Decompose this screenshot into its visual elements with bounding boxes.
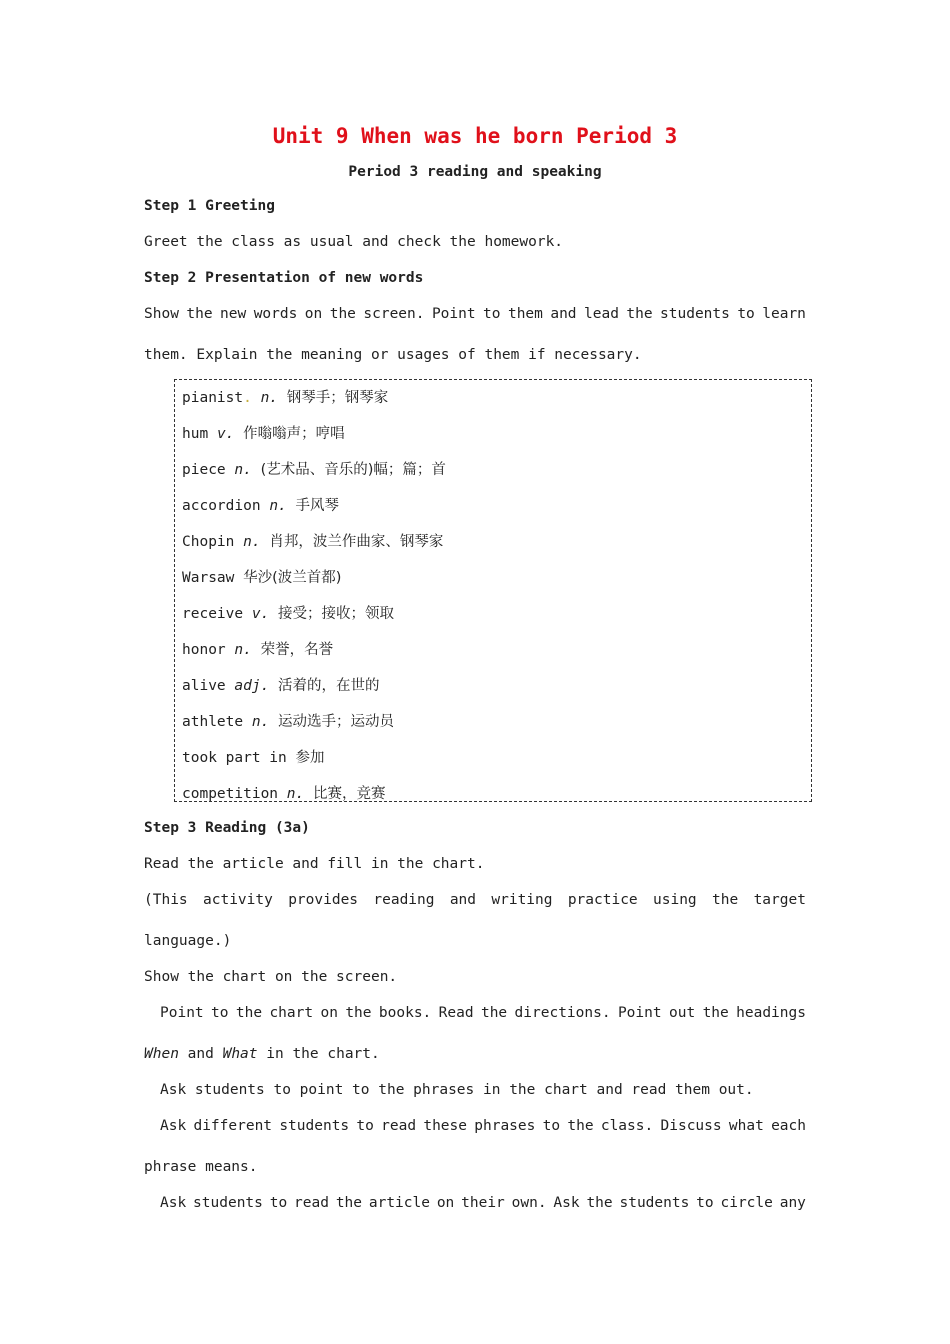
step3-point-line1 bbox=[160, 1005, 806, 1021]
word: any bbox=[779, 1195, 806, 1211]
word: students bbox=[193, 1195, 263, 1211]
word: to bbox=[737, 306, 755, 322]
vocab-word: athlete bbox=[182, 714, 244, 730]
word: using bbox=[653, 892, 697, 908]
word: Point bbox=[617, 1005, 662, 1021]
word: new bbox=[220, 306, 247, 322]
vocab-definition: 比赛，竞赛 bbox=[312, 786, 386, 802]
word: and bbox=[550, 306, 577, 322]
vocab-definition: 参加 bbox=[295, 750, 325, 766]
step3-line1: Read the article and fill in the chart. bbox=[144, 856, 485, 872]
heading-when: When bbox=[144, 1046, 179, 1062]
step3-ask1: Ask students to point to the phrases in the chart and read them out. bbox=[160, 1082, 754, 1098]
vocab-pos: n. bbox=[269, 498, 287, 514]
step1-text: Greet the class as usual and check the homework. bbox=[144, 234, 564, 250]
heading-what: What bbox=[222, 1046, 258, 1062]
word: what bbox=[728, 1118, 764, 1134]
vocab-word: accordion bbox=[182, 498, 261, 514]
word: students bbox=[619, 1195, 690, 1211]
vocab-definition: 荣誉，名誉 bbox=[260, 642, 334, 658]
word: the bbox=[345, 1005, 372, 1021]
word: circle bbox=[720, 1195, 773, 1211]
vocab-definition: (艺术品、音乐的)幅；篇；首 bbox=[260, 462, 446, 478]
vocab-definition: 手风琴 bbox=[295, 498, 340, 514]
word: practice bbox=[567, 892, 638, 908]
word: headings bbox=[736, 1005, 806, 1021]
vocab-definition: 作嗡嗡声；哼唱 bbox=[243, 426, 345, 442]
word: directions. bbox=[514, 1005, 611, 1021]
word: article bbox=[368, 1195, 430, 1211]
word: read bbox=[381, 1118, 417, 1134]
vocab-definition: 运动选手；运动员 bbox=[278, 714, 395, 730]
word: Discuss bbox=[660, 1118, 722, 1134]
word: words bbox=[253, 306, 298, 322]
step3-heading: Step 3 Reading (3a) bbox=[144, 820, 310, 836]
word: own. bbox=[511, 1195, 547, 1211]
step3-note-line1 bbox=[144, 892, 806, 908]
vocab-word: hum bbox=[182, 426, 209, 442]
word: lead bbox=[584, 306, 619, 322]
step2-text-line1 bbox=[144, 306, 806, 322]
word: these bbox=[423, 1118, 467, 1134]
word: Point bbox=[431, 306, 476, 322]
vocab-pos: n. bbox=[243, 534, 261, 550]
word: the bbox=[702, 1005, 729, 1021]
step3-show-chart: Show the chart on the screen. bbox=[144, 969, 398, 985]
word: writing bbox=[491, 892, 553, 908]
vocab-word: receive bbox=[182, 606, 244, 622]
word: screen. bbox=[363, 306, 425, 322]
word: each bbox=[771, 1118, 806, 1134]
word: to bbox=[356, 1118, 374, 1134]
word: provides bbox=[288, 892, 359, 908]
vocab-word: piece bbox=[182, 462, 226, 478]
vocab-definition: 华沙(波兰首都) bbox=[243, 570, 342, 586]
word: and bbox=[449, 892, 477, 908]
word: the bbox=[626, 306, 653, 322]
word: reading bbox=[373, 892, 435, 908]
word: the bbox=[235, 1005, 263, 1021]
step1-heading: Step 1 Greeting bbox=[144, 198, 275, 214]
vocab-entry bbox=[182, 530, 443, 551]
word: on bbox=[320, 1005, 338, 1021]
word-and: and bbox=[187, 1046, 214, 1062]
word: them bbox=[507, 306, 543, 322]
word: Point bbox=[160, 1005, 204, 1021]
vocab-entry bbox=[182, 494, 339, 515]
step2-heading: Step 2 Presentation of new words bbox=[144, 270, 424, 286]
page-subtitle: Period 3 reading and speaking bbox=[348, 164, 602, 180]
word: target bbox=[753, 892, 806, 908]
word: on bbox=[304, 306, 323, 322]
vocab-definition: 活着的，在世的 bbox=[278, 678, 380, 694]
vocab-entry bbox=[182, 386, 388, 407]
word: to bbox=[211, 1005, 229, 1021]
vocab-entry bbox=[182, 746, 325, 767]
step3-note-line2: language.) bbox=[144, 933, 232, 949]
word: students bbox=[279, 1118, 350, 1134]
word: to bbox=[269, 1195, 288, 1211]
vocab-entry bbox=[182, 602, 394, 623]
vocab-entry bbox=[182, 422, 345, 443]
vocab-definition: 钢琴手；钢琴家 bbox=[286, 390, 389, 406]
word: the bbox=[567, 1118, 594, 1134]
vocab-word: honor bbox=[182, 642, 226, 658]
vocab-pos: n. bbox=[234, 462, 252, 478]
vocab-entry bbox=[182, 566, 341, 587]
vocab-entry bbox=[182, 458, 446, 479]
vocab-pos: n. bbox=[251, 714, 270, 730]
vocab-pos: n. bbox=[234, 642, 252, 658]
vocab-word: alive bbox=[182, 678, 226, 694]
word: (This bbox=[144, 892, 188, 908]
vocab-definition: 肖邦，波兰作曲家、钢琴家 bbox=[269, 534, 444, 550]
word: Show bbox=[144, 306, 179, 322]
step3-point-line2 bbox=[144, 1046, 380, 1062]
word: different bbox=[193, 1118, 273, 1134]
word: the bbox=[480, 1005, 508, 1021]
vocab-word: took part in bbox=[182, 750, 287, 766]
word: the bbox=[586, 1195, 613, 1211]
step3-ask2-line1 bbox=[160, 1118, 806, 1134]
word: class. bbox=[600, 1118, 654, 1134]
word: learn bbox=[762, 306, 806, 322]
vocab-word: Chopin bbox=[182, 534, 235, 550]
word: to bbox=[696, 1195, 714, 1211]
vocab-pos: n. bbox=[286, 786, 305, 802]
point-line2-rest: in the chart. bbox=[266, 1046, 380, 1062]
vocab-pos: n. bbox=[260, 390, 279, 406]
vocab-entry bbox=[182, 782, 385, 803]
word: on bbox=[436, 1195, 455, 1211]
word: to bbox=[483, 306, 501, 322]
step3-ask3-line1 bbox=[160, 1195, 806, 1211]
word: the bbox=[329, 306, 356, 322]
word: the bbox=[335, 1195, 363, 1211]
word: Ask bbox=[160, 1118, 187, 1134]
step3-ask2-line2: phrase means. bbox=[144, 1159, 258, 1175]
vocab-entry bbox=[182, 710, 394, 731]
vocab-entry bbox=[182, 638, 333, 659]
word: to bbox=[542, 1118, 561, 1134]
word: students bbox=[660, 306, 730, 322]
word: the bbox=[186, 306, 213, 322]
step2-text-line2: them. Explain the meaning or usages of them if necessary. bbox=[144, 347, 642, 363]
word: chart bbox=[269, 1005, 314, 1021]
page-title: Unit 9 When was he born Period 3 bbox=[272, 124, 678, 148]
word: Ask bbox=[160, 1195, 187, 1211]
vocab-pos: adj. bbox=[234, 678, 270, 694]
word: their bbox=[461, 1195, 505, 1211]
word: the bbox=[712, 892, 739, 908]
vocab-definition: 接受；接收；领取 bbox=[278, 606, 395, 622]
vocab-pos: v. bbox=[251, 606, 270, 622]
word: Ask bbox=[553, 1195, 580, 1211]
word: phrases bbox=[474, 1118, 536, 1134]
word: activity bbox=[203, 892, 273, 908]
word: books. bbox=[378, 1005, 432, 1021]
vocab-pos: v. bbox=[216, 426, 235, 442]
vocab-word: Warsaw bbox=[182, 570, 235, 586]
vocab-entry bbox=[182, 674, 380, 695]
word: out bbox=[668, 1005, 696, 1021]
word: read bbox=[294, 1195, 329, 1211]
vocab-word: competition bbox=[182, 786, 279, 802]
vocab-word: pianist bbox=[182, 390, 244, 406]
word: Read bbox=[438, 1005, 474, 1021]
marker-dot-icon: . bbox=[243, 390, 252, 406]
